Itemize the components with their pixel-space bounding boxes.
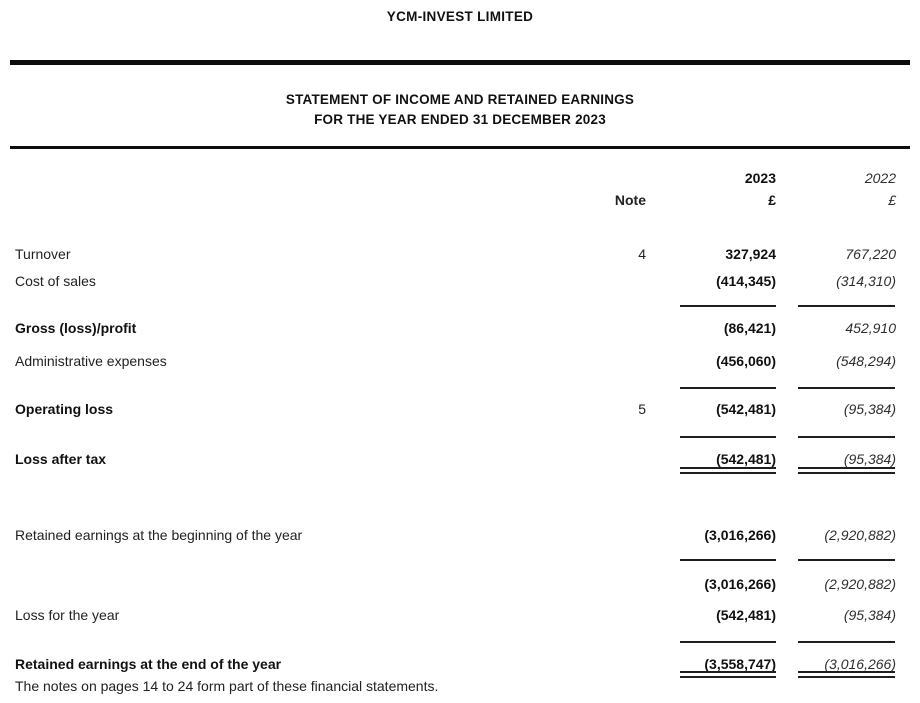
table-row-retained-earnings-end: [15, 656, 896, 672]
column-rule-2022: [798, 387, 895, 389]
column-rule-2022: [798, 559, 895, 561]
row-label: Retained earnings at the end of the year: [15, 656, 282, 672]
table-row-operating-loss: [15, 401, 896, 417]
row-label: Administrative expenses: [15, 353, 167, 369]
value-2022: 452,910: [845, 320, 896, 336]
row-label: Loss after tax: [15, 451, 107, 467]
value-2023: (542,481): [716, 451, 776, 467]
row-label: Gross (loss)/profit: [15, 320, 137, 336]
value-2022: (314,310): [836, 273, 896, 289]
row-label: Loss for the year: [15, 607, 120, 623]
column-header-note: Note: [614, 192, 646, 208]
value-2022: (2,920,882): [824, 527, 896, 543]
row-label: Turnover: [15, 246, 71, 262]
value-2022: (548,294): [836, 353, 896, 369]
table-row-loss-for-year: [15, 607, 896, 623]
table-header-years: [15, 170, 896, 186]
row-label: Operating loss: [15, 401, 114, 417]
column-header-2023: 2023: [744, 170, 776, 186]
note-cell: 5: [638, 401, 646, 417]
value-2022: 767,220: [845, 246, 896, 262]
column-double-rule-2022: [798, 671, 895, 678]
value-2023: (86,421): [723, 320, 776, 336]
column-rule-2023: [680, 387, 776, 389]
row-label: Retained earnings at the beginning of the year: [15, 527, 303, 543]
note-cell: 4: [638, 246, 646, 262]
divider-thin: [10, 146, 910, 149]
column-rule-2023: [680, 559, 776, 561]
value-2022: (95,384): [843, 607, 896, 623]
value-2023: (542,481): [716, 401, 776, 417]
currency-symbol-2023: £: [768, 192, 776, 208]
value-2023: 327,924: [725, 246, 776, 262]
footnote-text: The notes on pages 14 to 24 form part of these financial statements.: [15, 678, 439, 694]
column-double-rule-2023: [680, 467, 776, 474]
column-rule-2023: [680, 641, 776, 643]
column-rule-2022: [798, 641, 895, 643]
column-header-2022: 2022: [864, 170, 896, 186]
divider-thick: [10, 60, 910, 65]
table-row-cost-of-sales: [15, 273, 896, 289]
value-2022: (95,384): [843, 451, 896, 467]
value-2023: (414,345): [716, 273, 776, 289]
value-2023: (3,016,266): [704, 527, 776, 543]
column-double-rule-2023: [680, 671, 776, 678]
footnote-row: [15, 678, 896, 694]
company-name: YCM-INVEST LIMITED: [386, 9, 534, 24]
table-row-loss-after-tax: [15, 451, 896, 467]
statement-title: STATEMENT OF INCOME AND RETAINED EARNINGS: [285, 92, 635, 107]
value-2022: (2,920,882): [824, 576, 896, 592]
table-row-gross-loss-profit: [15, 320, 896, 336]
column-double-rule-2022: [798, 467, 895, 474]
table-row-turnover: [15, 246, 896, 262]
currency-symbol-2022: £: [888, 192, 896, 208]
table-row-admin-expenses: [15, 353, 896, 369]
value-2022: (95,384): [843, 401, 896, 417]
column-rule-2023: [680, 436, 776, 438]
column-rule-2023: [680, 305, 776, 307]
value-2023: (3,016,266): [704, 576, 776, 592]
column-rule-2022: [798, 436, 895, 438]
column-rule-2022: [798, 305, 895, 307]
value-2023: (3,558,747): [704, 656, 776, 672]
table-row-subtotal: [15, 576, 896, 592]
value-2023: (542,481): [716, 607, 776, 623]
table-row-retained-earnings-beginning: [15, 527, 896, 543]
table-header-units: [15, 192, 896, 208]
value-2023: (456,060): [716, 353, 776, 369]
statement-period: FOR THE YEAR ENDED 31 DECEMBER 2023: [314, 112, 606, 127]
row-label: Cost of sales: [15, 273, 96, 289]
value-2022: (3,016,266): [824, 656, 896, 672]
